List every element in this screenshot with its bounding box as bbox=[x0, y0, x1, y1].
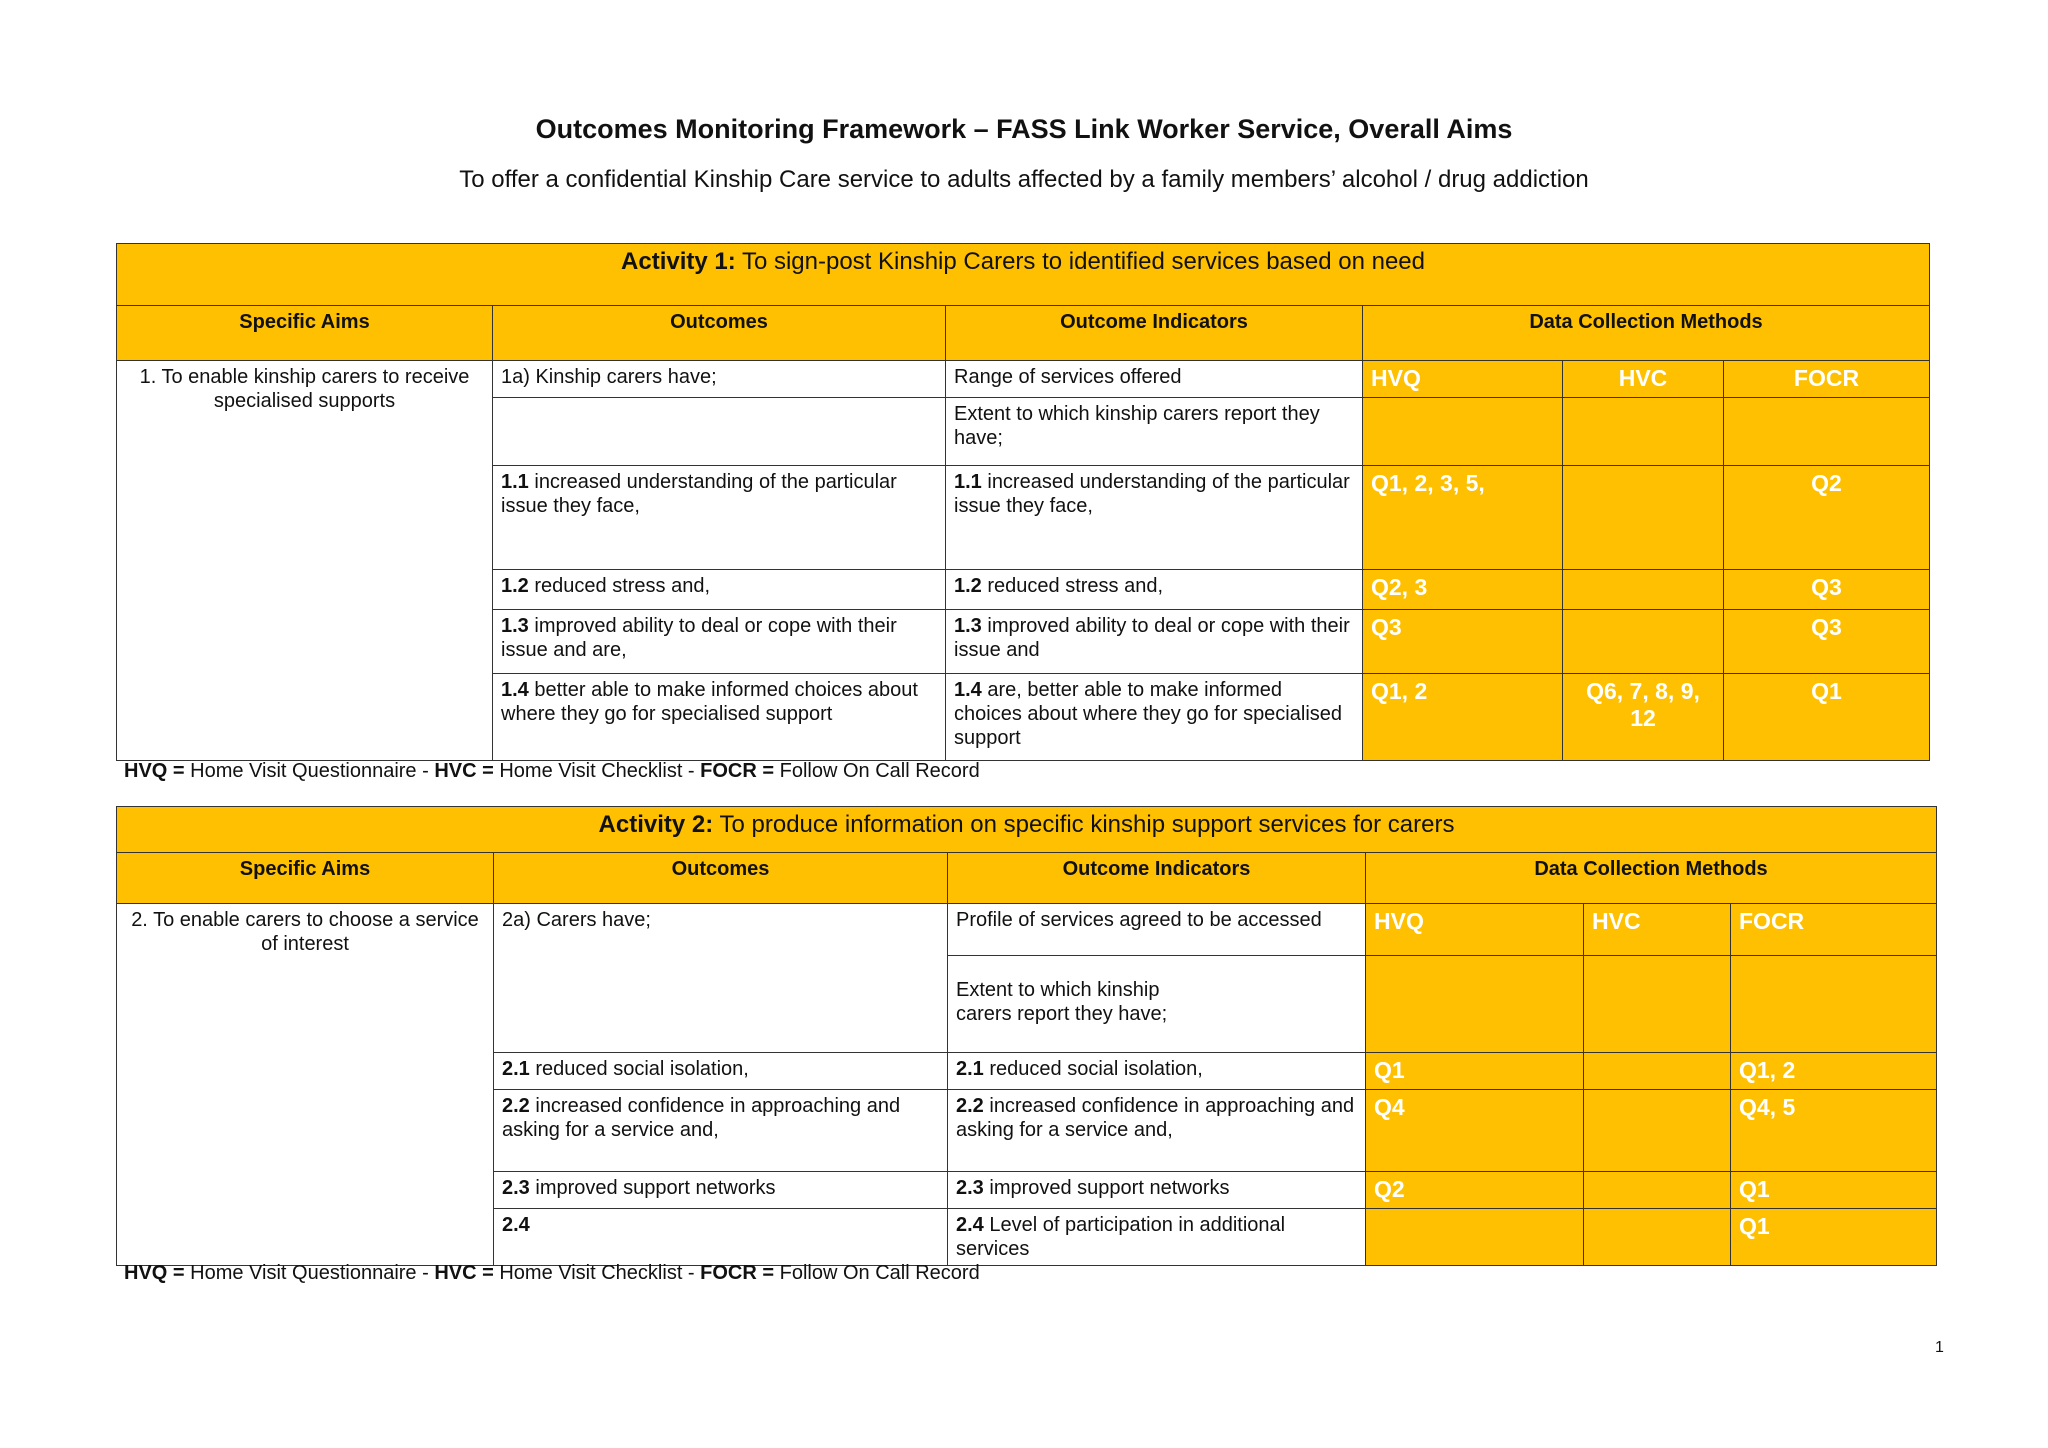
col-data-collection: Data Collection Methods bbox=[1363, 306, 1930, 361]
hvq-cell: Q1 bbox=[1366, 1053, 1584, 1090]
hvc-cell bbox=[1584, 956, 1731, 1053]
outcome-cell: 2.3 improved support networks bbox=[494, 1172, 948, 1209]
method-hvc: HVC bbox=[1584, 904, 1731, 956]
indicator-cell: Profile of services agreed to be accessed bbox=[948, 904, 1366, 956]
col-data-collection: Data Collection Methods bbox=[1366, 853, 1937, 904]
focr-cell: Q4, 5 bbox=[1731, 1090, 1937, 1172]
method-hvq: HVQ bbox=[1363, 361, 1563, 398]
activity-2-column-headers bbox=[117, 853, 1937, 904]
focr-cell: Q1 bbox=[1724, 673, 1930, 760]
hvq-cell bbox=[1363, 397, 1563, 465]
hvq-cell: Q2 bbox=[1366, 1172, 1584, 1209]
focr-cell: Q2 bbox=[1724, 465, 1930, 569]
hvc-cell bbox=[1563, 609, 1724, 673]
method-hvc: HVC bbox=[1563, 361, 1724, 398]
table-row bbox=[117, 361, 1930, 398]
outcome-cell: 1a) Kinship carers have; bbox=[493, 361, 946, 398]
focr-cell: Q3 bbox=[1724, 609, 1930, 673]
outcome-cell: 2.2 increased confidence in approaching and asking for a service and, bbox=[494, 1090, 948, 1172]
indicator-cell: 1.4 are, better able to make informed choices about where they go for specialised support bbox=[946, 673, 1363, 760]
method-focr: FOCR bbox=[1731, 904, 1937, 956]
hvc-cell bbox=[1563, 569, 1724, 609]
legend-activity-2: HVQ = Home Visit Questionnaire - HVC = Home Visit Checklist - FOCR = Follow On Call Record bbox=[124, 1262, 980, 1284]
hvq-cell: Q1, 2 bbox=[1363, 673, 1563, 760]
indicator-cell: 2.4 Level of participation in additional services bbox=[948, 1209, 1366, 1266]
indicator-cell: 2.3 improved support networks bbox=[948, 1172, 1366, 1209]
col-outcomes: Outcomes bbox=[493, 306, 946, 361]
hvc-cell bbox=[1563, 397, 1724, 465]
method-hvq: HVQ bbox=[1366, 904, 1584, 956]
activity-2-heading: Activity 2: To produce information on specific kinship support services for carers bbox=[117, 807, 1937, 853]
focr-cell: Q1 bbox=[1731, 1209, 1937, 1266]
legend-activity-1: HVQ = Home Visit Questionnaire - HVC = Home Visit Checklist - FOCR = Follow On Call Record bbox=[124, 760, 980, 782]
hvc-cell bbox=[1563, 465, 1724, 569]
hvc-cell bbox=[1584, 1090, 1731, 1172]
indicator-cell: 1.2 reduced stress and, bbox=[946, 569, 1363, 609]
hvq-cell: Q3 bbox=[1363, 609, 1563, 673]
hvc-cell bbox=[1584, 1172, 1731, 1209]
col-specific-aims: Specific Aims bbox=[117, 306, 493, 361]
table-row bbox=[117, 904, 1937, 956]
outcome-cell: 1.3 improved ability to deal or cope with their issue and are, bbox=[493, 609, 946, 673]
focr-cell bbox=[1731, 956, 1937, 1053]
outcome-cell: 2a) Carers have; bbox=[494, 904, 948, 1053]
outcome-cell: 1.4 better able to make informed choices about where they go for specialised support bbox=[493, 673, 946, 760]
hvq-cell: Q4 bbox=[1366, 1090, 1584, 1172]
activity-2-header-row bbox=[117, 807, 1937, 853]
activity-1-column-headers bbox=[117, 306, 1930, 361]
hvq-cell: Q1, 2, 3, 5, bbox=[1363, 465, 1563, 569]
indicator-cell: Extent to which kinship carers report they have; bbox=[946, 397, 1363, 465]
hvq-cell bbox=[1366, 1209, 1584, 1266]
hvc-cell: Q6, 7, 8, 9, 12 bbox=[1563, 673, 1724, 760]
hvc-cell bbox=[1584, 1209, 1731, 1266]
outcome-cell: 2.1 reduced social isolation, bbox=[494, 1053, 948, 1090]
activity-1-heading: Activity 1: To sign-post Kinship Carers to identified services based on need bbox=[117, 244, 1930, 306]
activity-1-header-row bbox=[117, 244, 1930, 306]
hvc-cell bbox=[1584, 1053, 1731, 1090]
col-specific-aims: Specific Aims bbox=[117, 853, 494, 904]
outcome-cell bbox=[493, 397, 946, 465]
col-outcome-indicators: Outcome Indicators bbox=[948, 853, 1366, 904]
indicator-cell: 2.1 reduced social isolation, bbox=[948, 1053, 1366, 1090]
outcome-cell: 2.4 bbox=[494, 1209, 948, 1266]
indicator-cell: 1.1 increased understanding of the particular issue they face, bbox=[946, 465, 1363, 569]
outcome-cell: 1.1 increased understanding of the particular issue they face, bbox=[493, 465, 946, 569]
focr-cell: Q1 bbox=[1731, 1172, 1937, 1209]
indicator-cell: Range of services offered bbox=[946, 361, 1363, 398]
indicator-cell: 1.3 improved ability to deal or cope with their issue and bbox=[946, 609, 1363, 673]
page-title: Outcomes Monitoring Framework – FASS Link Worker Service, Overall Aims bbox=[535, 114, 1513, 144]
method-focr: FOCR bbox=[1724, 361, 1930, 398]
col-outcomes: Outcomes bbox=[494, 853, 948, 904]
hvq-cell bbox=[1366, 956, 1584, 1053]
focr-cell: Q1, 2 bbox=[1731, 1053, 1937, 1090]
activity-1-table bbox=[116, 243, 1930, 761]
hvq-cell: Q2, 3 bbox=[1363, 569, 1563, 609]
activity-2-table bbox=[116, 806, 1937, 1266]
indicator-cell: Extent to which kinship carers report they have; bbox=[948, 956, 1366, 1053]
outcome-cell: 1.2 reduced stress and, bbox=[493, 569, 946, 609]
focr-cell bbox=[1724, 397, 1930, 465]
indicator-cell: 2.2 increased confidence in approaching and asking for a service and, bbox=[948, 1090, 1366, 1172]
page-subtitle: To offer a confidential Kinship Care service to adults affected by a family members’ alcohol / drug addiction bbox=[459, 166, 1589, 193]
col-outcome-indicators: Outcome Indicators bbox=[946, 306, 1363, 361]
specific-aim-1: 1. To enable kinship carers to receive specialised supports bbox=[117, 361, 493, 761]
page-number: 1 bbox=[1935, 1339, 1944, 1356]
specific-aim-2: 2. To enable carers to choose a service of interest bbox=[117, 904, 494, 1266]
focr-cell: Q3 bbox=[1724, 569, 1930, 609]
